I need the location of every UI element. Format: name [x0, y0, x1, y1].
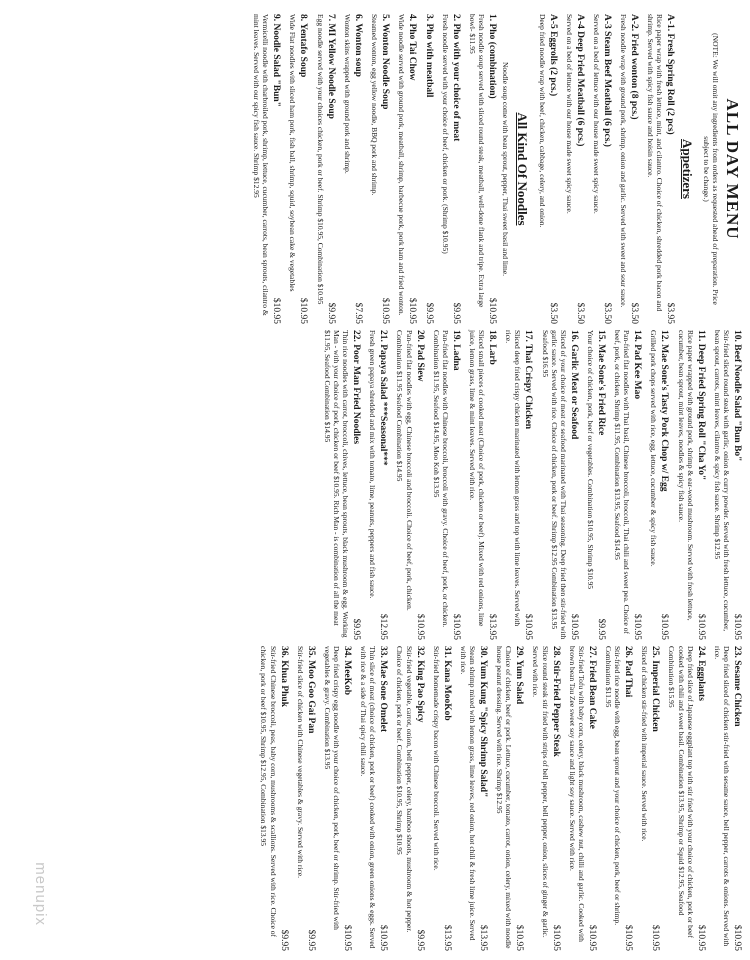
menu-item-price: $10.95 — [379, 297, 390, 324]
menu-item-line — [451, 330, 461, 640]
menu-item-price: $10.95 — [298, 297, 309, 324]
menu-item-name: 2. Pho with your choice of meat — [451, 14, 462, 142]
menu-item-description: Stir-fried sliced round steak with garlic, onion & curry powder. Served with fresh lettuce, cucumber, bean sprout, carrots, mint leaves, cilantro & spicy fish sauce. Shrimp $12.95 — [712, 330, 731, 632]
menu-item — [667, 646, 705, 951]
section-heading-appetizers: Appetizers — [680, 139, 696, 199]
menu-item-price: $9.95 — [414, 929, 425, 951]
menu-item-line — [326, 14, 336, 324]
menu-item-name: 1. Pho (combination) — [487, 14, 498, 99]
menu-item-line — [696, 330, 706, 640]
menu-item — [586, 330, 606, 640]
menu-item-description: Sliced deep fried crispy chicken marinated with lemon grass and top with lime leaves. Served with rice. — [504, 330, 523, 627]
menu-item-name: 15. Mae Sone's Fried Rice — [596, 330, 607, 436]
menu-item-description: Deep fried sliced of chicken stir-fried with sesame sauce, bell pepper, carrots & onions. Served with rice. — [712, 646, 731, 947]
menu-item-line — [342, 646, 352, 951]
menu-item-line — [548, 14, 558, 324]
menu-item-price: $9.95 — [305, 929, 316, 951]
menu-item-name: 9. Noodle Salad "Bun" — [271, 14, 282, 107]
menu-item-price: $7.95 — [352, 302, 363, 324]
menu-item-price: $13.95 — [487, 613, 498, 640]
menu-item-line — [587, 646, 597, 951]
menu-item-price: $10.95 — [695, 613, 706, 640]
menu-item-line — [351, 330, 361, 640]
menu-item-name: A-3 Steam Beef Meatball (6 pcs.) — [601, 14, 612, 147]
menu-item-description: Steamed wonton, egg yellow noodle, BBQ pork and shrimp. — [369, 14, 379, 196]
menu-item-line — [279, 646, 289, 951]
menu-item — [713, 330, 742, 640]
menu-item-description: Served on a bed of lettuce with our house made sweet spicy sauce. — [591, 14, 601, 214]
menu-item-line — [380, 14, 390, 324]
menu-item-price: $9.95 — [423, 302, 434, 324]
menu-item-description: Stir-fried Tofu with baby corn, celery, black mushroom, cashew nut, chilli and garlic. Cooked with brown bean Tau Zee sweet soy sauce and light soy sauce. Served with rice. — [567, 646, 586, 942]
menu-item-line — [569, 330, 579, 640]
menu-item-line — [487, 14, 497, 324]
menu-item-name: 16. Garlic Meat or Seafood — [568, 330, 579, 440]
menu-item-name: 27. Fried Bean Cake — [586, 646, 597, 729]
menu-item-name: 8. Yentafo Soup — [298, 14, 309, 78]
menu-item — [676, 330, 705, 640]
menu-item-line — [478, 646, 488, 951]
menu-item-description: Fresh green papaya shredded and mix with tomato, lime, peanuts, peppers and fish sauce. — [368, 330, 378, 599]
menu-item-price: $10.95 — [414, 613, 425, 640]
menu-item — [459, 646, 488, 951]
menu-item-description: Grilled pork chops served with rice, egg, lettuce, cucumber & spicy fish sauce. — [649, 330, 659, 567]
menu-item-line — [415, 646, 425, 951]
menu-item-line — [353, 14, 363, 324]
menu-item-line — [407, 14, 417, 324]
menu-item-line — [629, 14, 639, 324]
menu-item-price: $10.95 — [378, 924, 389, 951]
menu-item-price: $10.95 — [514, 924, 525, 951]
menu-item — [395, 330, 424, 640]
menu-item-description: Pan-fried flat noodles with Chinese broccoli, broccoli with gravy. Choice of beef, pork, or chicken. Combination $11.95, Seafood $14.95, Moo Koh $13.95 — [431, 330, 450, 628]
menu-item-description: Your choice of chicken, pork, beef or vegetables. Combination $10.95, Shrimp $10.95 — [586, 330, 596, 589]
menu-item-price: $3.50 — [547, 302, 558, 324]
menu-item-line — [696, 646, 706, 951]
menu-item-name: 11. Deep Fried Spring Roll "Cha Yo" — [695, 330, 706, 481]
menu-item-line — [575, 14, 585, 324]
menu-item-description: Wonton skins wrapped with ground pork and shrimp. — [342, 14, 352, 174]
menu-item-description: Pan-fried flat noodles with Thai basil, Chinese broccoli, broccoli, Thai chili and sweet pea. Choice of beef, pork, or chicken, Shrimp $11.95, Combination $13.95, Seafood $14.95 — [613, 330, 632, 635]
menu-item-name: 4. Pho Tai Chow — [406, 14, 417, 81]
menu-item — [604, 646, 633, 951]
menu-item-description: Fresh noodle wrap with ground pork, shrimp, onion and garlic. Served with sweet and sour sauce. — [618, 14, 628, 308]
menu-item-line — [596, 330, 606, 640]
menu-item-price: $12.95 — [378, 613, 389, 640]
menu-item-description: Thin rice noodles with carrot, broccoli, chives, lettuce, bean sprouts, black mushroom & egg. Working Man - with your choice of pork, chicken or beef $10.95. Rich Man - is combination of all the meat $11.95, Seafood Combination $14.95 — [322, 330, 351, 638]
menu-item-description: Pan-fried flat noodles with egg, Chinese broccoli and broccoli. Choice of beef, pork, chicken. Combination $11.95 Seafood Combination $14.95 — [395, 330, 414, 611]
menu-item-description: Choice of chicken, beef or pork. Lettuce, cucumber, tomato, carrot, onion, celery, mixed with noodle house peanut dressing. Served with rice. Shrimp $12.95 — [495, 646, 514, 949]
menu-item-line — [451, 14, 461, 324]
menu-item-name: 26. Pad Thai — [623, 646, 634, 698]
menu-item-price: $10.95 — [271, 297, 282, 324]
col2-list — [323, 330, 742, 640]
menu-item — [537, 14, 557, 324]
menu-item-price: $10.95 — [487, 297, 498, 324]
menu-item-price: $9.95 — [596, 618, 607, 640]
menu-item-description: Stir-fried homemade crispy bacon with Chinese broccoli. Served with rice. — [431, 646, 441, 871]
menu-item-description: Stir-fried rice noodle with egg, bean sprout and your choice of chicken, pork, beef or shrimp. Combination $11.95 — [604, 646, 623, 926]
menu-item-price: $10.95 — [450, 613, 461, 640]
menu-item-line — [424, 14, 434, 324]
menu-item-price: $13.95 — [478, 924, 489, 951]
appetizers-list — [537, 14, 675, 324]
watermark: menupix — [32, 862, 49, 926]
menu-item — [468, 330, 497, 640]
menu-item — [315, 14, 335, 324]
menu-item-line — [487, 330, 497, 640]
menu-item — [540, 330, 578, 640]
menu-item-description: Rice paper wrap with fresh lettuce, mint, and cilantro. Choice of chicken, shredded pork bacon and shrimp. Served with spicy fish sauce and hoisin sauce. — [646, 14, 665, 312]
menu-item-description: Stir-fried vegetable, carrot, onion, bell pepper, celery, bamboo shoots, mushroom & hot pepper. Choice of chicken, pork or beef. Combination $10.95, Shrimp $10.95 — [395, 646, 414, 933]
menu-item-name: 5. Wonton Noodle Soup — [379, 14, 390, 110]
menu-item-name: 20. Pad Siew — [414, 330, 425, 382]
menu-item — [441, 14, 461, 324]
menu-item-line — [602, 14, 612, 324]
menu-item-description: Sliced small pieces of cooked meat (Choice of pork, chicken or beef). Mixed with red onions, lime juice, lemon grass, lime & mint leaves. Served with rice. — [468, 330, 487, 627]
menu-item-name: 30. Yum Kung "Spicy Shrimp Salad" — [478, 646, 489, 798]
menu-item-name: 23. Sesame Chicken — [732, 646, 742, 727]
menu-item-line — [271, 14, 281, 324]
menu-item-name: 6. Wonton soup — [352, 14, 363, 77]
menu-item-price: $10.95 — [623, 924, 634, 951]
menu-item-description: Deep fried slice of Japanese eggplant top with stir fried with your choice of chicken, pork or beef cooked with chili and sweet basil. Combination $13.95, Shrimp or Squid $12.95, Seafood Combination $15.95 — [667, 646, 695, 938]
menu-item-description: Rice paper wrapped with ground pork, shrimp & ear-wood mushroom. Served with fresh lettuce, cucumber, bean sprout, mint leaves, noodles & spicy fish sauce. — [676, 330, 695, 621]
menu-item-price: $10.95 — [406, 297, 417, 324]
menu-item-name: 24. Eggplants — [695, 646, 706, 701]
menu-item-price: $10.95 — [568, 613, 579, 640]
menu-item — [565, 14, 585, 324]
menu-item — [568, 646, 597, 951]
menu-item-price: $9.95 — [451, 302, 462, 324]
menu-item-price: $10.95 — [632, 613, 643, 640]
menu-item-name: 36. Khua Phuk — [278, 646, 289, 707]
menu-item-price: $10.95 — [342, 924, 353, 951]
menu-item-line — [442, 646, 452, 951]
menu-item-price: $3.50 — [628, 302, 639, 324]
menu-item-description: Slice round steak stir fried with strips of bell pepper, bell pepper, onion, slices of ginger & garlic. Served with rice. — [531, 646, 550, 938]
menu-item-line — [306, 646, 316, 951]
menu-column-3 — [0, 646, 750, 951]
menu-item-name: 12. Mae Sone's Tasty Pork Chop w/ Egg — [659, 330, 670, 492]
menu-item-name: 17. Thai Crispy Chicken — [523, 330, 534, 430]
menu-item-description: Fresh noodle soup served with sliced round steak, meatball, well-done flank and tripe. Extra large bowl- $11.95 — [468, 14, 487, 308]
menu-item — [646, 14, 675, 324]
menu-item-name: 10. Beef Noodle Salad "Bun Bo" — [732, 330, 742, 462]
menu-item-name: A-4 Deep Fried Meatball (6 pcs.) — [574, 14, 585, 147]
menu-item-price: $13.95 — [441, 924, 452, 951]
menu-item-name: 3. Pho with meatball — [423, 14, 434, 98]
menu-item-price: $10.95 — [523, 613, 534, 640]
menu-item-description: Steam shrimp mixed with lemon grass, lime leaves, red onion, hot chili & fresh lime juice. Served with rice. — [458, 646, 478, 941]
menu-item — [323, 330, 361, 640]
menu-item-description: Deep fried noodle wrap with beef, chicken, cabbage, celery, and onion. — [537, 14, 547, 228]
menu-item — [432, 330, 461, 640]
menu-item — [424, 14, 434, 324]
menu-item-description: Egg noodle served with your choices chicken, pork or beef. Shrimp $10.95, Combination $10.95 — [315, 14, 325, 305]
menu-item-description: Served on a bed of lettuce with our house made sweet spicy sauce. — [564, 14, 574, 214]
menu-item-price: $3.50 — [574, 302, 585, 324]
menu-item — [432, 646, 452, 951]
menu-item-description: Wide Flat noodles with sliced ham pork, fish ball, shrimp, squid, soybean cake & vegetables — [288, 14, 298, 292]
menu-item-line — [415, 330, 425, 640]
menu-item-line — [659, 330, 669, 640]
menu-item-name: 32. King Pao Spicy — [414, 646, 425, 723]
menu-item — [504, 330, 533, 640]
menu-item — [531, 646, 560, 951]
menu-item — [343, 14, 363, 324]
menu-item-name: 14. Pad Kee Mao — [632, 330, 643, 400]
menu-item-description: Stir-fried Chinese broccoli, peas, baby corn, mushrooms & scallions. Served with rice. Choice of chicken, pork or beef $10.95, Shrimp $12.95, Combination $13.95 — [259, 646, 278, 938]
menu-item-name: 35. Moo Goo Gai Pan — [305, 646, 316, 734]
menu-item-name: A-2. Fried wonton (8 pcs.) — [628, 14, 639, 120]
menu-item-description: Sliced of chicken stir-fried with imperial sauce. Served with rice. — [640, 646, 650, 842]
menu-item-line — [623, 646, 633, 951]
menu-item-price: $10.95 — [695, 924, 706, 951]
menu-item — [368, 330, 388, 640]
menu-item-name: 25. Imperial Chicken — [650, 646, 661, 732]
menu-item — [468, 14, 497, 324]
menu-item-line — [523, 330, 533, 640]
menu-item-description: Wide noodle served with ground pork, meatball, shrimp, barbecue pork, pork ham and fried wonton. — [396, 14, 406, 316]
menu-item-price: $3.95 — [665, 302, 676, 324]
menu-item-line — [665, 14, 675, 324]
menu-item-name: 33. Mae Sone Omelet — [378, 646, 389, 733]
menu-item — [370, 14, 390, 324]
menu-item-name: 22. Poor Man Fried Noodles — [351, 330, 362, 445]
menu-item-line — [298, 14, 308, 324]
menu-item-line — [378, 646, 388, 951]
menu-item — [288, 14, 308, 324]
menu-item-description: Fresh noodle served with your choice of beef, chicken or pork. (Shrimp $10.95) — [441, 14, 451, 254]
menu-item — [397, 14, 417, 324]
menu-item-line — [732, 646, 742, 951]
menu-item-name: 21. Papaya Salad ***Seasonal*** — [378, 330, 389, 466]
menu-item-price: $9.95 — [351, 618, 362, 640]
menu-item — [592, 14, 612, 324]
menu-item-line — [378, 330, 388, 640]
menu-item — [613, 330, 642, 640]
menu-item-line — [551, 646, 561, 951]
menu-item-price: $9.95 — [278, 929, 289, 951]
menu-item-price: $10.95 — [586, 924, 597, 951]
menu-item — [359, 646, 388, 951]
menu-item-description: Stir-fried slice of chicken with Chinese vegetables & gravy. Served with rice. — [295, 646, 305, 878]
menu-column-1 — [0, 14, 750, 324]
menu-item-line — [514, 646, 524, 951]
menu-item-name: A-5 Eggrolls (2 pcs.) — [547, 14, 558, 97]
menu-item-name: A-1. Fresh Spring Roll (2 pcs) — [665, 14, 676, 135]
menu-item — [619, 14, 639, 324]
menu-note: (NOTE: We will omit any ingredients from orders as requested ahead of preparation. Price subject to be change.) — [701, 33, 720, 305]
menu-item-description: Sliced of your choice of meat or seafood marinated with Thai seasoning. Deep fried then stir-fried with garlic sauce. Served with rice. Choice of chicken, pork or beef. Shrimp $12.95 Combination $13.95 Seafood $16.95 — [540, 330, 568, 640]
menu-column-2 — [0, 330, 750, 640]
menu-item-name: 18. Larb — [487, 330, 498, 365]
menu-item-line — [732, 330, 742, 640]
menu-item — [713, 646, 742, 951]
menu-item-line — [650, 646, 660, 951]
noodles-list — [252, 14, 497, 324]
menu-item-price: $10.95 — [732, 924, 742, 951]
menu-item — [259, 646, 288, 951]
menu-item — [640, 646, 660, 951]
col3-list — [259, 646, 742, 951]
menu-item — [252, 14, 281, 324]
menu-item-name: 28. Stir-Fried Pepper Steak — [550, 646, 561, 757]
menu-item-description: Deep fried crispy egg noodle with your choice of chicken, pork, beef or shrimp. Stir-fried with vegetables & gravy. Combination $13.95 — [322, 646, 342, 930]
menu-item-name: 7. MI Yellow Noodle Soup — [325, 14, 336, 119]
menu-item-description: Thin slice of meat (choice of chicken, pork or beef) cooked with onion, green onions & eggs. Served with rice & a side of Thai spicy chili sauce. — [359, 646, 378, 949]
menu-item-price: $3.50 — [601, 302, 612, 324]
noodles-note: Noodle soup come with bean sprout, pepper, Thai sweet basil and lime. — [501, 61, 511, 277]
menu-item-price: $10.95 — [659, 613, 670, 640]
menu-item — [649, 330, 669, 640]
menu-item-price: $10.95 — [732, 613, 742, 640]
menu-item-name: 29. Yum Salad — [514, 646, 525, 705]
menu-item — [395, 646, 424, 951]
menu-item-line — [632, 330, 642, 640]
menu-item-description: Vermicelli noodle with charbroiled pork, shrimp, lettuce, cucumber, carrots, bean sprouts, cilantro & mint leaves. Served with our spicy fish sauce. Shrimp $12.95 — [252, 14, 271, 316]
menu-item — [296, 646, 316, 951]
menu-item-price: $9.95 — [325, 302, 336, 324]
section-heading-noodles: All Kind Of Noodles — [515, 112, 531, 226]
menu-item-price: $10.95 — [550, 924, 561, 951]
menu-title: ALL DAY MENU — [723, 98, 742, 240]
menu-item-name: 31. Kana MooKob — [441, 646, 452, 721]
menu-item — [323, 646, 352, 951]
menu-item — [495, 646, 524, 951]
menu-item-price: $10.95 — [650, 924, 661, 951]
menu-item-name: 19. Ladna — [450, 330, 461, 371]
menu-item-name: 34. MeeKob — [342, 646, 353, 696]
